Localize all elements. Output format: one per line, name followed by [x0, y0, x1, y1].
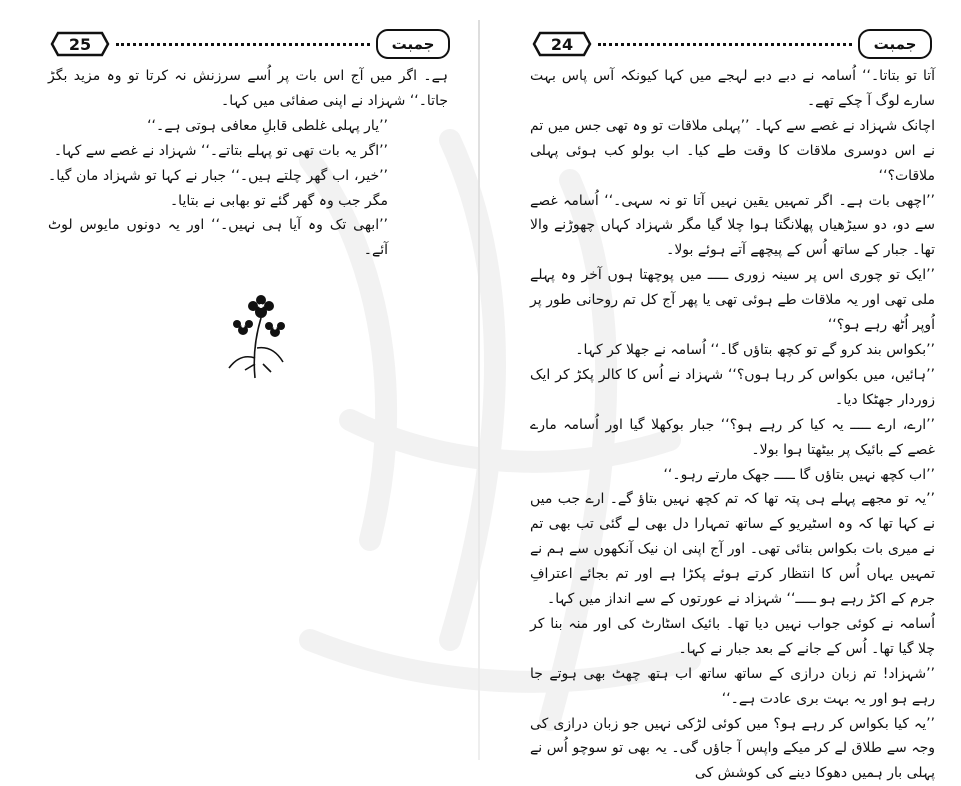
page-number-badge — [532, 31, 592, 57]
magazine-logo: جمبت — [858, 29, 932, 59]
paragraph: ’’ارے، ارے ـــــ یہ کیا کر رہے ہو؟‘‘ جبار بوکھلا گیا اور اُسامہ مارے غصے کے بائیک پر بیٹھتا ہوا بولا۔ — [530, 416, 935, 458]
left-page-header — [50, 30, 450, 58]
paragraph: ’’اگر یہ بات تھی تو پہلے بتاتے۔‘‘ شہزاد نے غصے سے کہا۔ — [53, 142, 388, 159]
paragraph: ہے۔ اگر میں آج اس بات پر اُسے سرزنش نہ کرتا تو وہ مزید بگڑ جاتا۔‘‘ شہزاد نے اپنی صفائی میں کہا۔ — [48, 68, 448, 109]
paragraph: ’’شہزاد! تم زبان درازی کے ساتھ ساتھ اب ہتھ چھٹ بھی ہوتے جا رہے ہو اور یہ بہت بری عادت ہے۔‘‘ — [530, 665, 935, 707]
paragraph: ’’یہ تو مجھے پہلے ہی پتہ تھا کہ تم کچھ نہیں بتاؤ گے۔ ارے جب میں نے کہا تھا کہ وہ اسٹیریو کے ساتھ تمہارا دل بھی لے گئی تب بھی تم نے میری بات بکواس بتائی تھی۔ اور آج اپنی ان نیک آنکھوں سے ہم نے تمہیں یہاں اُس کا انتظار کرتے ہوئے پکڑا ہے اور تم بجائے اعترافِ جرم کے اکڑ رہے ہو ـــــ‘‘ شہزاد نے عورتوں کے سے انداز میں کہا۔ — [530, 491, 935, 608]
right-page — [480, 0, 961, 782]
header-dotted-rule — [116, 43, 370, 46]
paragraph: ’’ایک تو چوری اس پر سینہ زوری ـــــ میں پوچھتا ہوں آخر وہ پہلے ملی تھی اور یہ ملاقات طے ہوئی تھی یا پھر آج کل تم روحانی طور پر اُوپر اُٹھ رہے ہو؟‘‘ — [530, 267, 935, 334]
right-page-text — [530, 64, 935, 786]
flower-ornament-icon — [225, 288, 291, 380]
left-page-text — [48, 64, 448, 263]
header-dotted-rule — [598, 43, 852, 46]
paragraph: ’’یہ کیا بکواس کر رہے ہو؟ میں کوئی لڑکی نہیں جو زبان درازی کی وجہ سے طلاق لے کر میکے واپس آ جاؤں گی۔ یہ بھی تو سوچو اُس نے پہلی بار ہمیں دھوکا دینے کی کوشش کی — [530, 715, 935, 782]
paragraph: اچانک شہزاد نے غصے سے کہا۔ ’’پہلی ملاقات تو وہ تھی جس میں تم نے اس دوسری ملاقات کا وقت طے کیا۔ اب بولو کب ہوئی پہلی ملاقات؟‘‘ — [530, 117, 935, 184]
left-page — [0, 0, 480, 776]
right-page-header — [532, 30, 932, 58]
paragraph: ’’یار پہلی غلطی قابلِ معافی ہوتی ہے۔‘‘ — [147, 117, 388, 134]
paragraph: ’’ہائیں، میں بکواس کر رہا ہوں؟‘‘ شہزاد نے اُس کا کالر پکڑ کر ایک زوردار جھٹکا دیا۔ — [530, 366, 935, 408]
page-number-badge — [50, 31, 110, 57]
paragraph: ’’اچھی بات ہے۔ اگر تمہیں یقین نہیں آتا تو نہ سہی۔‘‘ اُسامہ غصے سے دو، دو سیڑھیاں پھلانگتا ہوا چلا گیا مگر شہزاد کہاں چھوڑنے والا تھا۔ جبار کے ساتھ اُس کے پیچھے آتے ہوئے بولا۔ — [530, 192, 935, 259]
paragraph: ’’بکواس بند کرو گے تو کچھ بتاؤں گا۔‘‘ اُسامہ نے جھلا کر کہا۔ — [575, 341, 935, 358]
paragraph: ’’اب کچھ نہیں بتاؤں گا ـــــ جھک مارتے رہو۔‘‘ — [663, 466, 935, 483]
page-number: 24 — [550, 34, 574, 54]
paragraph: ’’ابھی تک وہ آیا ہی نہیں۔‘‘ اور یہ دونوں مایوس لوٹ آئے۔ — [48, 217, 388, 259]
paragraph: ’’خیر، اب گھر چلتے ہیں۔‘‘ جبار نے کہا تو شہزاد مان گیا۔ مگر جب وہ گھر گئے تو بھابی نے بتایا۔ — [48, 167, 388, 209]
page-number: 25 — [68, 34, 92, 54]
paragraph: اُسامہ نے کوئی جواب نہیں دیا تھا۔ بائیک اسٹارٹ کی اور منہ بنا کر چلا گیا تھا۔ اُس کے جانے کے بعد جبار نے کہا۔ — [530, 615, 935, 657]
magazine-logo: جمبت — [376, 29, 450, 59]
paragraph: آتا تو بتاتا۔‘‘ اُسامہ نے دبے دبے لہجے میں کہا کیونکہ آس پاس بہت سارے لوگ آ چکے تھے۔ — [530, 68, 935, 109]
